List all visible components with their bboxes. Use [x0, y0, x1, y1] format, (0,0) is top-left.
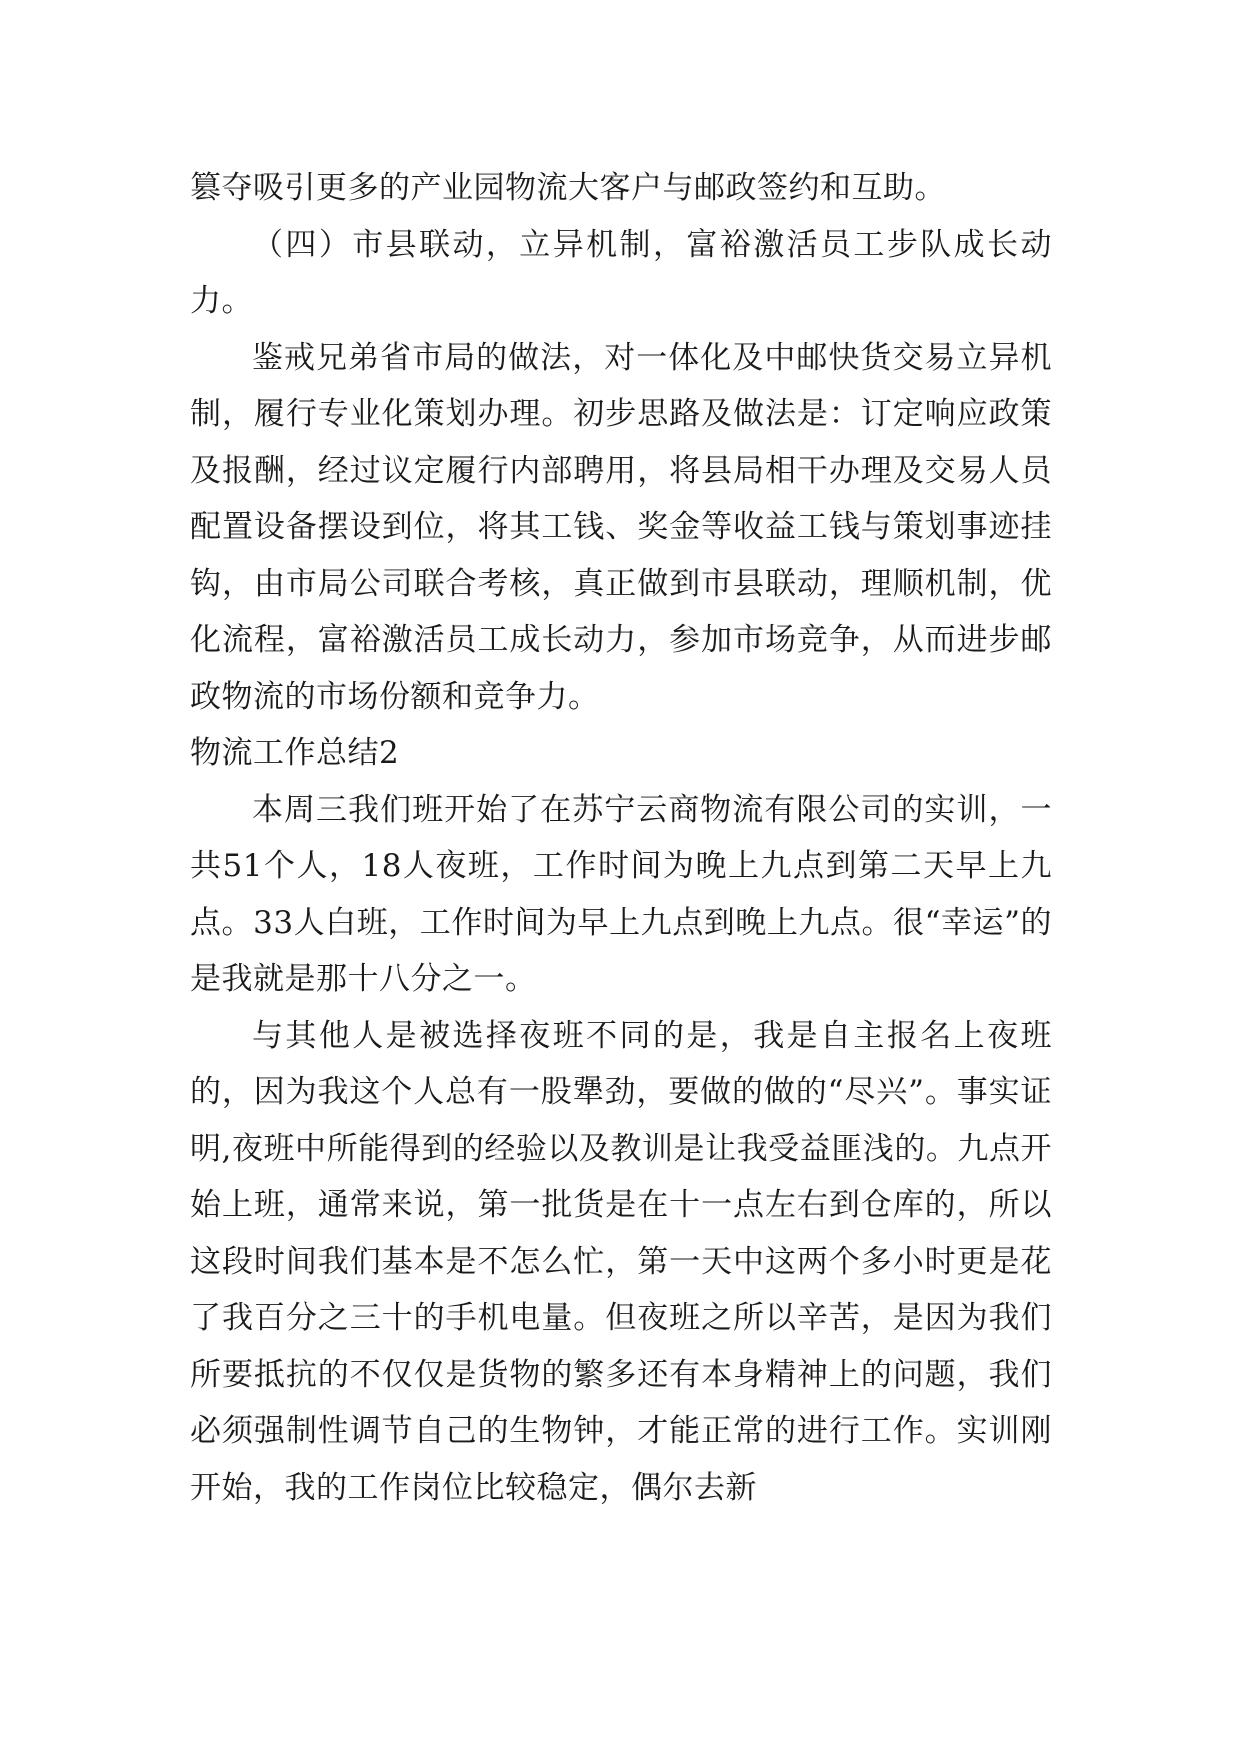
section-title: 物流工作总结2	[190, 735, 400, 771]
paragraph-night-shift: 与其他人是被选择夜班不同的是，我是自主报名上夜班的，因为我这个人总有一股犟劲，要做的做的“尽兴”。事实证明,夜班中所能得到的经验以及教训是让我受益匪浅的。九点开始上班，通常来说，第一批货是在十一点左右到仓库的，所以这段时间我们基本是不怎么忙，第一天中这两个多小时更是花了我百分之三十的手机电量。但夜班之所以辛苦，是因为我们所要抵抗的不仅仅是货物的繁多还有本身精神上的问题，我们必须强制性调节自己的生物钟，才能正常的进行工作。实训刚开始，我的工作岗位比较稳定，偶尔去新	[190, 1017, 1052, 1506]
paragraph-training-intro: 本周三我们班开始了在苏宁云商物流有限公司的实训，一共51个人，18人夜班，工作时间为晚上九点到第二天早上九点。33人白班，工作时间为早上九点到晚上九点。很“幸运”的是我就是那十八分之一。	[190, 791, 1052, 997]
paragraph-heading-four: （四）市县联动，立异机制，富裕激活员工步队成长动力。	[190, 226, 1052, 319]
document-body	[190, 160, 1052, 1516]
paragraph-continued: 篡夺吸引更多的产业园物流大客户与邮政签约和互助。	[190, 170, 946, 206]
paragraph-mechanism: 鉴戒兄弟省市局的做法，对一体化及中邮快货交易立异机制，履行专业化策划办理。初步思路及做法是：订定响应政策及报酬，经过议定履行内部聘用，将县局相干办理及交易人员配置设备摆设到位，将其工钱、奖金等收益工钱与策划事迹挂钩，由市局公司联合考核，真正做到市县联动，理顺机制，优化流程，富裕激活员工成长动力，参加市场竞争，从而进步邮政物流的市场份额和竞争力。	[190, 339, 1052, 715]
